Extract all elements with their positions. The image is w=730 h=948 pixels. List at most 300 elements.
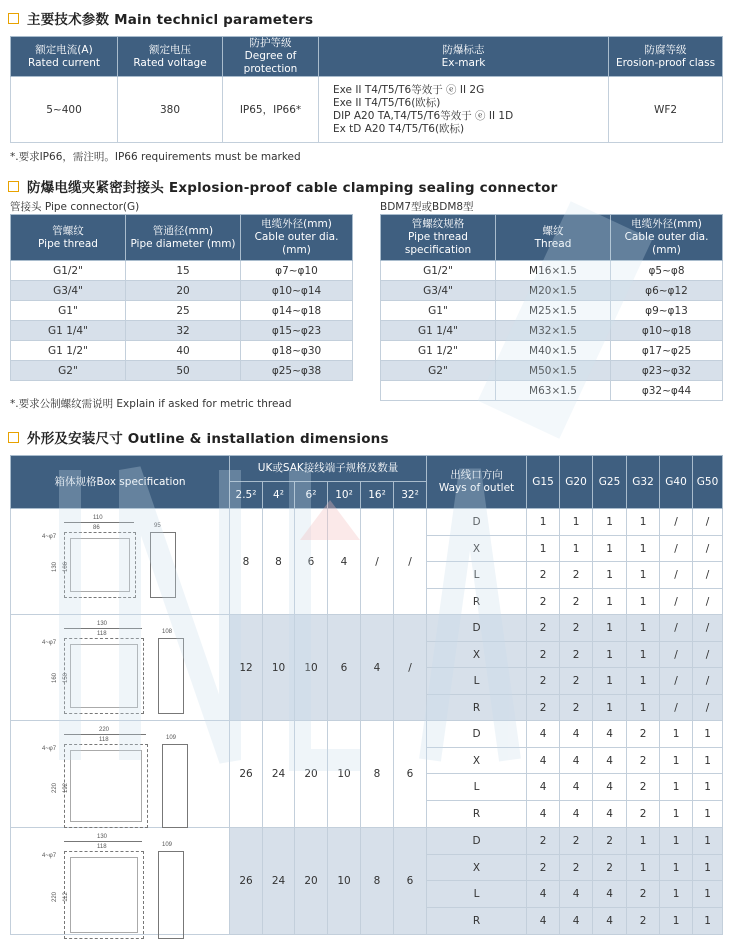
table-cell: φ10~φ18	[611, 321, 723, 341]
header-en: Rated voltage	[133, 56, 207, 69]
front-inner-outline	[70, 857, 138, 933]
erosion-class-value: WF2	[609, 77, 723, 143]
box-drawing-cell	[11, 509, 230, 615]
table-cell: G3/4"	[11, 281, 126, 301]
dim-width-inner: 118	[99, 737, 109, 743]
square-bullet-icon	[8, 181, 19, 192]
outlet-count: 1	[693, 774, 723, 801]
outlet-direction: D	[427, 828, 527, 855]
outlet-count: 1	[693, 855, 723, 881]
table-cell: φ23~φ32	[611, 361, 723, 381]
outlet-count: 1	[560, 536, 593, 562]
outlet-direction: L	[427, 668, 527, 695]
table-cell: 32	[126, 321, 241, 341]
header-en: Erosion-proof class	[615, 56, 716, 69]
header-cn: 管螺纹	[52, 224, 84, 237]
outlet-header	[427, 456, 527, 509]
outlet-count: 1	[593, 615, 627, 642]
main-parameters-table	[10, 36, 723, 143]
terminal-size-header: 16²	[361, 482, 394, 509]
table-cell: M63×1.5	[496, 381, 611, 401]
outlet-count: /	[660, 615, 693, 642]
outlet-count: 1	[627, 562, 660, 589]
dim-width-outer: 130	[97, 834, 108, 840]
ip66-note: *.要求IP66，需注明。IP66 requirements must be marked	[10, 151, 301, 163]
header-cn: 管螺纹规格	[411, 218, 465, 230]
table-cell: G1 1/2"	[381, 341, 496, 361]
side-view-outline	[158, 638, 184, 714]
outlet-count: /	[693, 509, 723, 536]
terminal-count: 26	[230, 721, 263, 828]
header-cn: 电缆外径(mm)	[631, 218, 702, 230]
table-cell: 25	[126, 301, 241, 321]
dim-line-top	[64, 841, 142, 842]
outlet-count: /	[660, 642, 693, 668]
outlet-count: 4	[560, 748, 593, 774]
outlet-count: 1	[627, 855, 660, 881]
outlet-count: 2	[527, 828, 560, 855]
table-cell: φ15~φ23	[241, 321, 353, 341]
outlet-count: 4	[527, 881, 560, 908]
dim-side-depth: 95	[154, 522, 161, 529]
outlet-count: 4	[527, 721, 560, 748]
table-cell: M32×1.5	[496, 321, 611, 341]
terminal-spec-header: UK或SAK接线端子规格及数量	[230, 456, 427, 482]
table-row	[11, 361, 353, 381]
outlet-count: 2	[593, 828, 627, 855]
ex-mark-line: Ex tD A20 T4/T5/T6(欧标)	[333, 122, 465, 135]
terminal-count: 6	[295, 509, 328, 615]
table-cell: M25×1.5	[496, 301, 611, 321]
outlet-count: 1	[693, 828, 723, 855]
dim-line-top	[64, 522, 134, 523]
outlet-direction: D	[427, 509, 527, 536]
dim-line-top	[64, 628, 142, 629]
table-cell: G3/4"	[381, 281, 496, 301]
table-row	[381, 261, 723, 281]
section-title-text: 外形及安装尺寸 Outline & installation dimensions	[27, 431, 389, 447]
left-header-1	[126, 215, 241, 261]
outlet-count: 4	[593, 881, 627, 908]
terminal-count: 4	[328, 509, 361, 615]
table-row	[381, 341, 723, 361]
outlet-count: 1	[627, 695, 660, 721]
outlet-count: 4	[593, 774, 627, 801]
outlet-count: 2	[560, 562, 593, 589]
table-cell	[381, 381, 496, 401]
outlet-count: 4	[560, 801, 593, 828]
header-en: Cable outer dia. (mm)	[254, 231, 339, 256]
table-row	[381, 321, 723, 341]
square-bullet-icon	[8, 13, 19, 24]
table-row	[381, 381, 723, 401]
outlet-count: 1	[693, 908, 723, 935]
terminal-size-header: 32²	[394, 482, 427, 509]
outlet-direction: D	[427, 721, 527, 748]
table-cell: M40×1.5	[496, 341, 611, 361]
box-spec-header: 箱体规格Box specification	[11, 456, 230, 509]
terminal-size-header: 2.5²	[230, 482, 263, 509]
outlet-count: 4	[560, 774, 593, 801]
outlet-count: 2	[627, 721, 660, 748]
outlet-count: /	[693, 695, 723, 721]
outlet-count: 2	[560, 642, 593, 668]
outlet-count: /	[693, 589, 723, 615]
outlet-count: 4	[527, 908, 560, 935]
ex-mark-line: Exe II T4/T5/T6等效于 ⓔ II 2G	[333, 83, 485, 96]
terminal-size-header: 10²	[328, 482, 361, 509]
terminal-count: 6	[328, 615, 361, 721]
terminal-count: 26	[230, 828, 263, 935]
dim-width-inner: 118	[97, 630, 107, 637]
table-cell: φ17~φ25	[611, 341, 723, 361]
table-cell: 15	[126, 261, 241, 281]
outlet-count: 1	[660, 774, 693, 801]
table-cell: G1"	[381, 301, 496, 321]
rated-current-value: 5~400	[11, 77, 118, 143]
table-cell: φ18~φ30	[241, 341, 353, 361]
outlet-count: 2	[527, 668, 560, 695]
header-cn: 防护等级	[249, 37, 292, 49]
ex-mark-line: DIP A20 TA,T4/T5/T6等效于 ⓔ II 1D	[333, 109, 514, 122]
dim-height-inner: 106	[63, 561, 70, 572]
terminal-count: 8	[230, 509, 263, 615]
outlet-count: 1	[627, 615, 660, 642]
section-title-outline	[8, 427, 389, 447]
outlet-direction: X	[427, 536, 527, 562]
bdm-thread-table	[380, 214, 723, 401]
left-header-0	[11, 215, 126, 261]
header-en: Pipe thread specification	[404, 231, 472, 256]
section-title-cable-connector	[8, 176, 558, 196]
left-header-2	[241, 215, 353, 261]
box-drawing-cell	[11, 828, 230, 935]
terminal-count: 10	[328, 828, 361, 935]
outlet-count: 2	[560, 695, 593, 721]
table-row	[381, 301, 723, 321]
square-bullet-icon	[8, 432, 19, 443]
outlet-count: 1	[660, 748, 693, 774]
table-cell: G1/2"	[11, 261, 126, 281]
terminal-count: 8	[361, 721, 394, 828]
outlet-count: 4	[560, 721, 593, 748]
side-view-outline	[162, 744, 188, 828]
outlet-count: /	[693, 642, 723, 668]
outlet-count: /	[660, 695, 693, 721]
front-inner-outline	[70, 644, 138, 708]
dim-width-outer: 130	[97, 620, 108, 627]
table-cell: G2"	[11, 361, 126, 381]
table-row	[11, 721, 723, 748]
table-row	[11, 341, 353, 361]
outlet-count: 2	[560, 668, 593, 695]
outlet-direction: X	[427, 855, 527, 881]
header-cn: 额定电流(A)	[35, 43, 93, 56]
outlet-direction: X	[427, 748, 527, 774]
outlet-count: 1	[660, 881, 693, 908]
param-header-1	[118, 37, 223, 77]
terminal-count: 6	[394, 721, 427, 828]
bdm-caption: BDM7型或BDM8型	[380, 201, 474, 213]
dim-hole: 4~φ7	[42, 853, 57, 859]
table-cell: G1/2"	[381, 261, 496, 281]
param-header-0	[11, 37, 118, 77]
header-en: Rated current	[28, 56, 100, 69]
table-row	[11, 301, 353, 321]
outlet-count: 1	[693, 801, 723, 828]
dim-height-outer: 160	[52, 672, 59, 683]
table-cell: M20×1.5	[496, 281, 611, 301]
thread-size-header: G15	[527, 456, 560, 509]
header-en: Thread	[534, 237, 572, 250]
header-en: Ex-mark	[441, 56, 486, 69]
dim-side-depth: 108	[162, 628, 173, 635]
table-cell: G1 1/4"	[11, 321, 126, 341]
terminal-count: 24	[263, 828, 295, 935]
outlet-direction: R	[427, 695, 527, 721]
header-cn: 螺纹	[542, 224, 564, 237]
table-cell: φ7~φ10	[241, 261, 353, 281]
table-row	[11, 261, 353, 281]
dim-height-inner: 112	[62, 892, 69, 902]
section-title-text: 防爆电缆夹紧密封接头 Explosion-proof cable clamping sealing connector	[27, 180, 558, 196]
outlet-count: 2	[527, 562, 560, 589]
thread-size-header: G40	[660, 456, 693, 509]
table-cell: φ10~φ14	[241, 281, 353, 301]
outlet-count: 1	[593, 695, 627, 721]
dim-hole: 4~φ7	[42, 639, 57, 646]
box-outline-drawing	[40, 726, 200, 822]
outlet-count: 1	[693, 881, 723, 908]
header-cn: 出线口方向	[450, 469, 503, 481]
outlet-direction: X	[427, 642, 527, 668]
table-cell: φ9~φ13	[611, 301, 723, 321]
pipe-connector-table	[10, 214, 353, 381]
terminal-count: /	[394, 509, 427, 615]
table-row	[11, 615, 723, 642]
metric-thread-note: *.要求公制螺纹需说明 Explain if asked for metric thread	[10, 398, 292, 410]
outlet-count: 1	[593, 536, 627, 562]
ex-mark-cell	[319, 77, 609, 143]
dim-side-depth: 109	[166, 735, 177, 741]
table-cell: G2"	[381, 361, 496, 381]
outlet-count: 4	[593, 801, 627, 828]
header-cn: 管通径(mm)	[152, 224, 214, 237]
outlet-count: /	[693, 615, 723, 642]
terminal-count: 20	[295, 828, 328, 935]
outlet-count: 1	[627, 828, 660, 855]
outlet-count: 4	[527, 748, 560, 774]
table-cell: M50×1.5	[496, 361, 611, 381]
outlet-count: 1	[660, 855, 693, 881]
outlet-direction: R	[427, 908, 527, 935]
dim-height-outer: 220	[52, 891, 59, 903]
table-row	[11, 281, 353, 301]
table-cell: φ32~φ44	[611, 381, 723, 401]
outlet-count: 1	[560, 509, 593, 536]
thread-size-header: G50	[693, 456, 723, 509]
outlet-count: 2	[527, 615, 560, 642]
outlet-count: 4	[593, 748, 627, 774]
right-header-2	[611, 215, 723, 261]
param-header-2	[223, 37, 319, 77]
table-row	[11, 509, 723, 536]
param-header-4	[609, 37, 723, 77]
terminal-count: /	[361, 509, 394, 615]
front-inner-outline	[70, 750, 142, 822]
terminal-count: 10	[328, 721, 361, 828]
outlet-count: 1	[627, 642, 660, 668]
terminal-count: 4	[361, 615, 394, 721]
outlet-count: /	[660, 509, 693, 536]
outlet-count: 1	[627, 509, 660, 536]
outlet-count: 2	[560, 615, 593, 642]
dim-width-inner: 86	[93, 524, 100, 531]
terminal-count: 24	[263, 721, 295, 828]
dim-height-outer: 130	[52, 561, 59, 572]
dim-hole: 4~φ7	[42, 533, 57, 540]
dim-line-top	[64, 734, 146, 735]
outlet-count: 2	[527, 855, 560, 881]
header-cn: 防腐等级	[644, 43, 687, 56]
outlet-count: 4	[527, 801, 560, 828]
outlet-count: 4	[593, 908, 627, 935]
box-drawing-cell	[11, 721, 230, 828]
header-cn: 电缆外径(mm)	[261, 218, 332, 230]
outlet-count: 1	[627, 536, 660, 562]
table-cell: 20	[126, 281, 241, 301]
table-cell: G1 1/2"	[11, 341, 126, 361]
outlet-count: 2	[560, 589, 593, 615]
header-cn: 防爆标志	[442, 43, 485, 56]
outline-dimensions-table	[10, 455, 723, 935]
outlet-count: /	[660, 668, 693, 695]
dim-height-inner: 150	[63, 672, 70, 683]
thread-size-header: G25	[593, 456, 627, 509]
table-cell: G1 1/4"	[381, 321, 496, 341]
table-cell: φ25~φ38	[241, 361, 353, 381]
outlet-count: 2	[627, 801, 660, 828]
table-cell: G1"	[11, 301, 126, 321]
ex-mark-line: Exe II T4/T5/T6(欧标)	[333, 96, 441, 109]
outlet-count: 1	[593, 509, 627, 536]
outlet-count: /	[660, 589, 693, 615]
side-view-outline	[150, 532, 176, 598]
table-cell: M16×1.5	[496, 261, 611, 281]
dim-height-outer: 220	[52, 782, 59, 794]
terminal-size-header: 6²	[295, 482, 328, 509]
outlet-count: 2	[627, 748, 660, 774]
section-title-text: 主要技术参数 Main technicl parameters	[27, 12, 314, 28]
table-row	[11, 828, 723, 855]
dim-width-outer: 220	[99, 727, 110, 733]
table-row	[381, 361, 723, 381]
box-drawing-cell	[11, 615, 230, 721]
outlet-count: 2	[527, 695, 560, 721]
rated-voltage-value: 380	[118, 77, 223, 143]
outlet-count: 4	[527, 774, 560, 801]
header-en: Ways of outlet	[438, 482, 515, 494]
thread-size-header: G32	[627, 456, 660, 509]
outlet-direction: R	[427, 801, 527, 828]
outlet-count: 1	[593, 668, 627, 695]
header-en: Degree of protection	[243, 50, 298, 75]
box-outline-drawing	[40, 833, 200, 929]
terminal-count: 12	[230, 615, 263, 721]
pipe-connector-caption: 管接头 Pipe connector(G)	[10, 201, 140, 213]
terminal-count: 20	[295, 721, 328, 828]
terminal-size-header: 4²	[263, 482, 295, 509]
table-row	[381, 281, 723, 301]
outlet-count: 1	[627, 589, 660, 615]
outlet-count: /	[660, 536, 693, 562]
outlet-count: 1	[593, 589, 627, 615]
outlet-count: 2	[627, 908, 660, 935]
outlet-count: 2	[627, 774, 660, 801]
outlet-count: 2	[560, 828, 593, 855]
front-inner-outline	[70, 538, 130, 592]
header-cn: 额定电压	[149, 43, 191, 56]
outlet-count: 1	[627, 668, 660, 695]
outlet-count: 1	[660, 828, 693, 855]
dim-hole: 4~φ7	[42, 746, 57, 752]
outlet-count: 1	[527, 509, 560, 536]
outlet-count: /	[660, 562, 693, 589]
outlet-count: 2	[627, 881, 660, 908]
outlet-count: 1	[593, 562, 627, 589]
dim-width-inner: 118	[97, 844, 107, 850]
outlet-count: 4	[560, 908, 593, 935]
table-cell: 40	[126, 341, 241, 361]
outlet-count: /	[693, 668, 723, 695]
outlet-direction: L	[427, 562, 527, 589]
outlet-count: 2	[527, 642, 560, 668]
terminal-count: 10	[263, 615, 295, 721]
outlet-count: 1	[693, 721, 723, 748]
terminal-count: 6	[394, 828, 427, 935]
table-cell: φ14~φ18	[241, 301, 353, 321]
box-outline-drawing	[40, 514, 200, 610]
terminal-count: 10	[295, 615, 328, 721]
header-en: Pipe thread	[38, 237, 98, 250]
outlet-direction: L	[427, 881, 527, 908]
outlet-count: 2	[527, 589, 560, 615]
outlet-count: 1	[660, 801, 693, 828]
param-header-3	[319, 37, 609, 77]
header-en: Cable outer dia. (mm)	[624, 231, 709, 256]
terminal-count: 8	[263, 509, 295, 615]
outlet-direction: R	[427, 589, 527, 615]
dim-height-inner: 192	[63, 782, 70, 794]
outlet-count: /	[693, 562, 723, 589]
outlet-count: 1	[593, 642, 627, 668]
table-cell: 50	[126, 361, 241, 381]
right-header-1	[496, 215, 611, 261]
side-view-outline	[158, 851, 184, 939]
section-title-main-parameters	[8, 8, 313, 28]
terminal-count: 8	[361, 828, 394, 935]
header-en: Pipe diameter (mm)	[130, 237, 236, 250]
table-cell: φ5~φ8	[611, 261, 723, 281]
outlet-direction: L	[427, 774, 527, 801]
outlet-count: 1	[693, 748, 723, 774]
table-cell: φ6~φ12	[611, 281, 723, 301]
outlet-count: 1	[660, 908, 693, 935]
table-row	[11, 321, 353, 341]
thread-size-header: G20	[560, 456, 593, 509]
right-header-0	[381, 215, 496, 261]
dim-side-depth: 109	[162, 842, 173, 848]
